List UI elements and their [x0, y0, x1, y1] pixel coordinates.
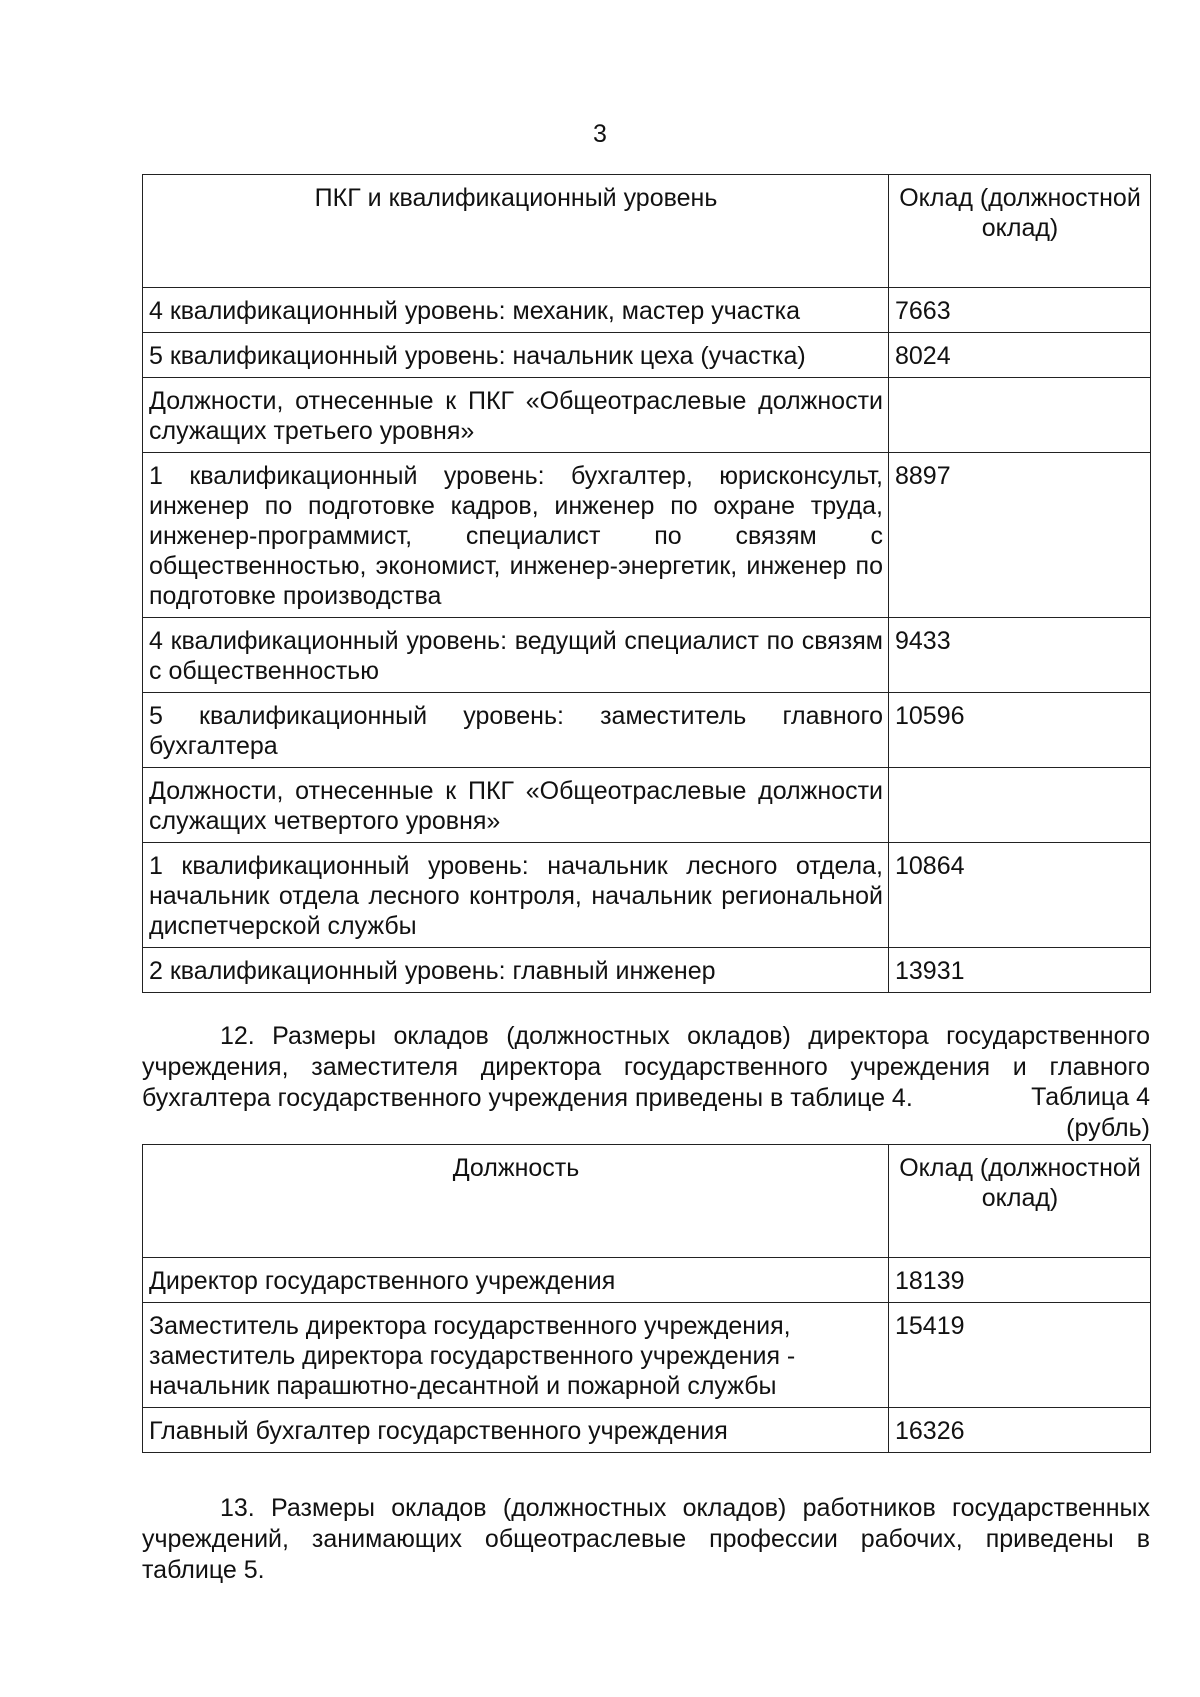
- table-row: [143, 843, 1151, 948]
- header-qualification-level: ПКГ и квалификационный уровень: [143, 175, 889, 288]
- paragraph-12: 12. Размеры окладов (должностных окладов) директора государственного учреждения, заместителя директора государственного учреждения и главного бухгалтера государственного учреждения приведены в таблице 4.: [142, 1022, 1150, 1112]
- row-value: 15419: [889, 1303, 1151, 1408]
- table-unit: (рубль): [1066, 1114, 1150, 1142]
- row-value: [889, 378, 1151, 453]
- row-label: Должности, отнесенные к ПКГ «Общеотраслевые должности служащих третьего уровня»: [143, 378, 889, 453]
- row-label: 2 квалификационный уровень: главный инженер: [143, 948, 889, 993]
- header-salary: Оклад (должностной оклад): [889, 1145, 1151, 1258]
- salary-table-pkg: [142, 174, 1151, 993]
- row-value: 7663: [889, 288, 1151, 333]
- table-row: [143, 768, 1151, 843]
- row-label: Заместитель директора государственного учреждения, заместитель директора государственного учреждения - начальник парашютно-десантной и пожарной службы: [143, 1303, 889, 1408]
- table-caption: Таблица 4: [1031, 1083, 1150, 1111]
- row-label: 4 квалификационный уровень: механик, мастер участка: [143, 288, 889, 333]
- row-value: 10864: [889, 843, 1151, 948]
- table-row: [143, 948, 1151, 993]
- row-value: 8024: [889, 333, 1151, 378]
- row-value: 10596: [889, 693, 1151, 768]
- table-row: [143, 1408, 1151, 1453]
- row-value: 18139: [889, 1258, 1151, 1303]
- table-row: [143, 1303, 1151, 1408]
- row-label: 4 квалификационный уровень: ведущий специалист по связям с общественностью: [143, 618, 889, 693]
- paragraph-13: 13. Размеры окладов (должностных окладов) работников государственных учреждений, занимающих общеотраслевые профессии рабочих, приведены в таблице 5.: [142, 1494, 1150, 1584]
- row-value: 8897: [889, 453, 1151, 618]
- table-row: [143, 618, 1151, 693]
- salary-table-management: [142, 1144, 1151, 1453]
- row-label: Главный бухгалтер государственного учреждения: [143, 1408, 889, 1453]
- row-label: Директор государственного учреждения: [143, 1258, 889, 1303]
- row-label: 1 квалификационный уровень: бухгалтер, юрисконсульт, инженер по подготовке кадров, инженер по охране труда, инженер-программист, специалист по связям с общественностью, экономист, инженер-энергетик, инженер по подготовке производства: [143, 453, 889, 618]
- row-value: [889, 768, 1151, 843]
- row-label: Должности, отнесенные к ПКГ «Общеотраслевые должности служащих четвертого уровня»: [143, 768, 889, 843]
- header-salary: Оклад (должностной оклад): [889, 175, 1151, 288]
- table-header-row: [143, 1145, 1151, 1258]
- table-row: [143, 693, 1151, 768]
- row-label: 1 квалификационный уровень: начальник лесного отдела, начальник отдела лесного контроля, начальник региональной диспетчерской службы: [143, 843, 889, 948]
- row-value: 16326: [889, 1408, 1151, 1453]
- row-label: 5 квалификационный уровень: начальник цеха (участка): [143, 333, 889, 378]
- header-position: Должность: [143, 1145, 889, 1258]
- row-value: 13931: [889, 948, 1151, 993]
- table-row: [143, 453, 1151, 618]
- row-label: 5 квалификационный уровень: заместитель главного бухгалтера: [143, 693, 889, 768]
- row-value: 9433: [889, 618, 1151, 693]
- table-row: [143, 333, 1151, 378]
- table-row: [143, 288, 1151, 333]
- table-row: [143, 1258, 1151, 1303]
- table-header-row: [143, 175, 1151, 288]
- table-row: [143, 378, 1151, 453]
- page-number: 3: [593, 120, 607, 148]
